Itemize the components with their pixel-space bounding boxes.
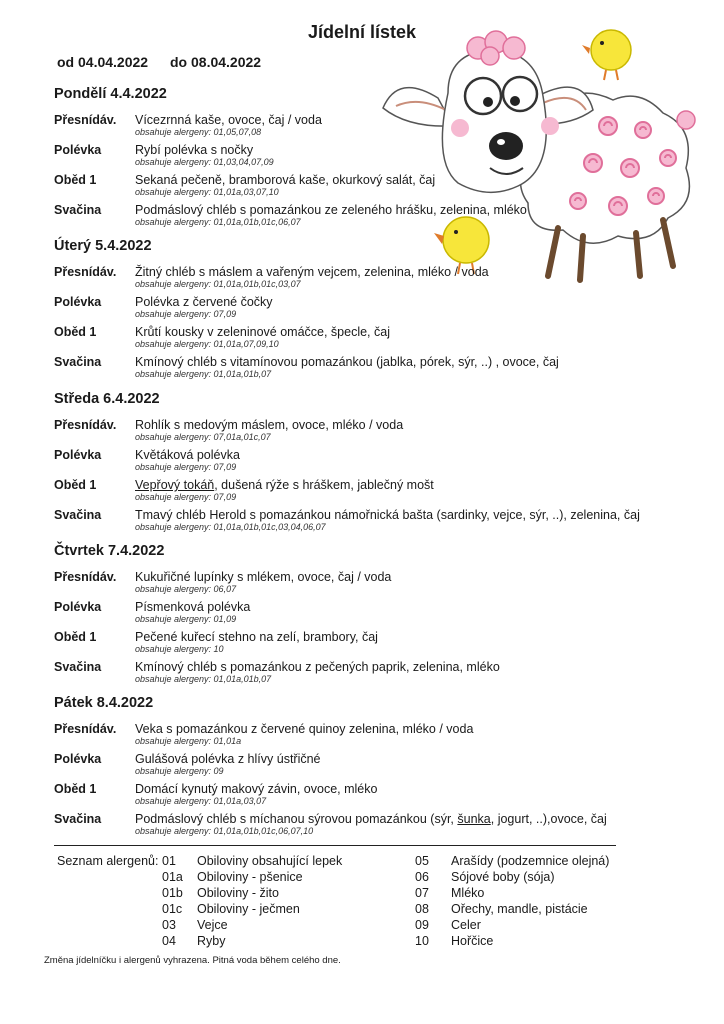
meal-allergens: obsahuje alergeny: 01,01a,03,07 (135, 796, 267, 806)
allergen-name: Vejce (197, 918, 228, 932)
meal-row (54, 782, 694, 812)
allergen-name: Arašídy (podzemnice olejná) (451, 854, 610, 868)
meal-allergens: obsahuje alergeny: 01,01a (135, 736, 242, 746)
meal-text: Květáková polévka (135, 448, 240, 462)
allergen-code: 01b (162, 886, 183, 900)
page-title: Jídelní lístek (307, 22, 417, 42)
allergen-code: 07 (415, 886, 429, 900)
divider (54, 845, 616, 846)
meal-text: Rohlík s medovým máslem, ovoce, mléko / voda (135, 418, 404, 432)
meal-label: Přesnídáv. (54, 570, 117, 584)
meal-allergens: obsahuje alergeny: 07,09 (135, 492, 237, 502)
meal-label: Oběd 1 (54, 782, 97, 796)
meal-allergens: obsahuje alergeny: 01,09 (135, 614, 237, 624)
allergen-name: Obiloviny obsahující lepek (197, 854, 343, 868)
meal-allergens: obsahuje alergeny: 06,07 (135, 584, 237, 594)
meal-allergens: obsahuje alergeny: 01,01a,01b,07 (135, 369, 272, 379)
meal-allergens: obsahuje alergeny: 01,01a,01b,07 (135, 674, 272, 684)
meal-row (54, 508, 694, 538)
allergen-code: 10 (415, 934, 429, 948)
allergen-code: 04 (162, 934, 176, 948)
meal-label: Přesnídáv. (54, 722, 117, 736)
meal-row (54, 143, 694, 173)
day-title: Úterý 5.4.2022 (54, 238, 152, 254)
meal-label: Přesnídáv. (54, 113, 117, 127)
meal-row (54, 448, 694, 478)
meal-text (135, 812, 607, 826)
meal-row (54, 265, 694, 295)
meal-text: Veka s pomazánkou z červené quinoy zelenina, mléko / voda (135, 722, 474, 736)
allergen-code: 05 (415, 854, 429, 868)
meal-label: Polévka (54, 600, 102, 614)
meal-label: Polévka (54, 295, 102, 309)
allergen-name: Obiloviny - žito (197, 886, 279, 900)
meal-text: Gulášová polévka z hlívy ústřičné (135, 752, 321, 766)
meal-row (54, 660, 694, 690)
meal-allergens: obsahuje alergeny: 07,01a,01c,07 (135, 432, 271, 442)
meal-allergens: obsahuje alergeny: 01,01a,01b,01c,06,07,10 (135, 826, 314, 836)
meal-row (54, 203, 694, 233)
meal-label: Oběd 1 (54, 173, 97, 187)
meal-allergens: obsahuje alergeny: 10 (135, 644, 224, 654)
meal-label: Polévka (54, 752, 102, 766)
allergen-name: Sójové boby (sója) (451, 870, 555, 884)
meal-text (135, 478, 434, 492)
allergen-name: Hořčice (451, 934, 494, 948)
meal-text-part: , jogurt, ..),ovoce, čaj (490, 812, 607, 826)
allergen-code: 01a (162, 870, 183, 884)
meal-text-underlined: Vepřový tokáň (135, 478, 215, 492)
meal-row (54, 418, 694, 448)
allergen-name: Ryby (197, 934, 226, 948)
meal-text: Polévka z červené čočky (135, 295, 273, 309)
meal-text-part: Podmáslový chléb s míchanou sýrovou pomazánkou (sýr, (135, 812, 458, 826)
allergen-name: Celer (451, 918, 481, 932)
allergen-code: 01c (162, 902, 183, 916)
allergen-code: 01 (162, 854, 176, 868)
meal-allergens: obsahuje alergeny: 01,01a,03,07,10 (135, 187, 279, 197)
meal-row (54, 325, 694, 355)
meal-label: Polévka (54, 143, 102, 157)
meal-label: Svačina (54, 355, 102, 369)
meal-allergens: obsahuje alergeny: 01,05,07,08 (135, 127, 262, 137)
date-to: do 08.04.2022 (170, 54, 262, 70)
meal-text: Kukuřičné lupínky s mlékem, ovoce, čaj / voda (135, 570, 392, 584)
meal-row (54, 812, 694, 842)
meal-label: Oběd 1 (54, 478, 97, 492)
meal-row (54, 570, 694, 600)
meal-text-underlined: šunka (457, 812, 491, 826)
meal-label: Polévka (54, 448, 102, 462)
allergen-code: 03 (162, 918, 176, 932)
meal-text: Kmínový chléb s vitamínovou pomazánkou (jablka, pórek, sýr, ..) , ovoce, čaj (135, 355, 559, 369)
meal-text: Rybí polévka s nočky (135, 143, 254, 157)
meal-allergens: obsahuje alergeny: 01,03,04,07,09 (135, 157, 274, 167)
meal-label: Oběd 1 (54, 630, 97, 644)
meal-label: Přesnídáv. (54, 265, 117, 279)
meal-label: Oběd 1 (54, 325, 97, 339)
meal-label: Svačina (54, 203, 102, 217)
meal-allergens: obsahuje alergeny: 07,09 (135, 462, 237, 472)
allergen-legend-heading: Seznam alergenů: (57, 854, 159, 868)
meal-allergens: obsahuje alergeny: 07,09 (135, 309, 237, 319)
meal-text: Kmínový chléb s pomazánkou z pečených paprik, zelenina, mléko (135, 660, 500, 674)
date-from: od 04.04.2022 (57, 54, 149, 70)
meal-row (54, 113, 694, 143)
meal-row (54, 295, 694, 325)
meal-row (54, 722, 694, 752)
allergen-code: 08 (415, 902, 429, 916)
meal-text: Krůtí kousky v zeleninové omáčce, špecle, čaj (135, 325, 390, 339)
meal-label: Svačina (54, 508, 102, 522)
meal-text: Domácí kynutý makový závin, ovoce, mléko (135, 782, 378, 796)
meal-row (54, 173, 694, 203)
meal-allergens: obsahuje alergeny: 01,01a,01b,01c,03,07 (135, 279, 301, 289)
day-title: Pátek 8.4.2022 (54, 695, 154, 711)
meal-text: Sekaná pečeně, bramborová kaše, okurkový salát, čaj (135, 173, 436, 187)
footer-note: Změna jídelníčku i alergenů vyhrazena. Pitná voda během celého dne. (44, 955, 341, 966)
allergen-name: Mléko (451, 886, 485, 900)
meal-label: Svačina (54, 812, 102, 826)
meal-text-rest: , dušená rýže s hráškem, jablečný mošt (214, 478, 434, 492)
meal-allergens: obsahuje alergeny: 01,01a,07,09,10 (135, 339, 279, 349)
meal-allergens: obsahuje alergeny: 01,01a,01b,01c,03,04,06,07 (135, 522, 326, 532)
meal-text: Tmavý chléb Herold s pomazánkou námořnická bašta (sardinky, vejce, sýr, ..), zelenina, čaj (135, 508, 640, 522)
meal-text: Písmenková polévka (135, 600, 251, 614)
allergen-code: 09 (415, 918, 429, 932)
allergen-code: 06 (415, 870, 429, 884)
meal-text: Vícezrnná kaše, ovoce, čaj / voda (135, 113, 322, 127)
meal-row (54, 752, 694, 782)
day-title: Čtvrtek 7.4.2022 (54, 543, 165, 559)
meal-allergens: obsahuje alergeny: 09 (135, 766, 224, 776)
meal-row (54, 355, 694, 385)
meal-text: Žitný chléb s máslem a vařeným vejcem, zelenina, mléko / voda (135, 265, 489, 279)
meal-allergens: obsahuje alergeny: 01,01a,01b,01c,06,07 (135, 217, 301, 227)
day-title: Pondělí 4.4.2022 (54, 86, 167, 102)
meal-row (54, 478, 694, 508)
day-title: Středa 6.4.2022 (54, 391, 160, 407)
meal-label: Svačina (54, 660, 102, 674)
meal-row (54, 600, 694, 630)
meal-row (54, 630, 694, 660)
allergen-name: Obiloviny - pšenice (197, 870, 303, 884)
meal-label: Přesnídáv. (54, 418, 117, 432)
meal-text: Podmáslový chléb s pomazánkou ze zeleného hrášku, zelenina, mléko (135, 203, 527, 217)
allergen-name: Obiloviny - ječmen (197, 902, 300, 916)
allergen-name: Ořechy, mandle, pistácie (451, 902, 588, 916)
meal-text: Pečené kuřecí stehno na zelí, brambory, čaj (135, 630, 378, 644)
